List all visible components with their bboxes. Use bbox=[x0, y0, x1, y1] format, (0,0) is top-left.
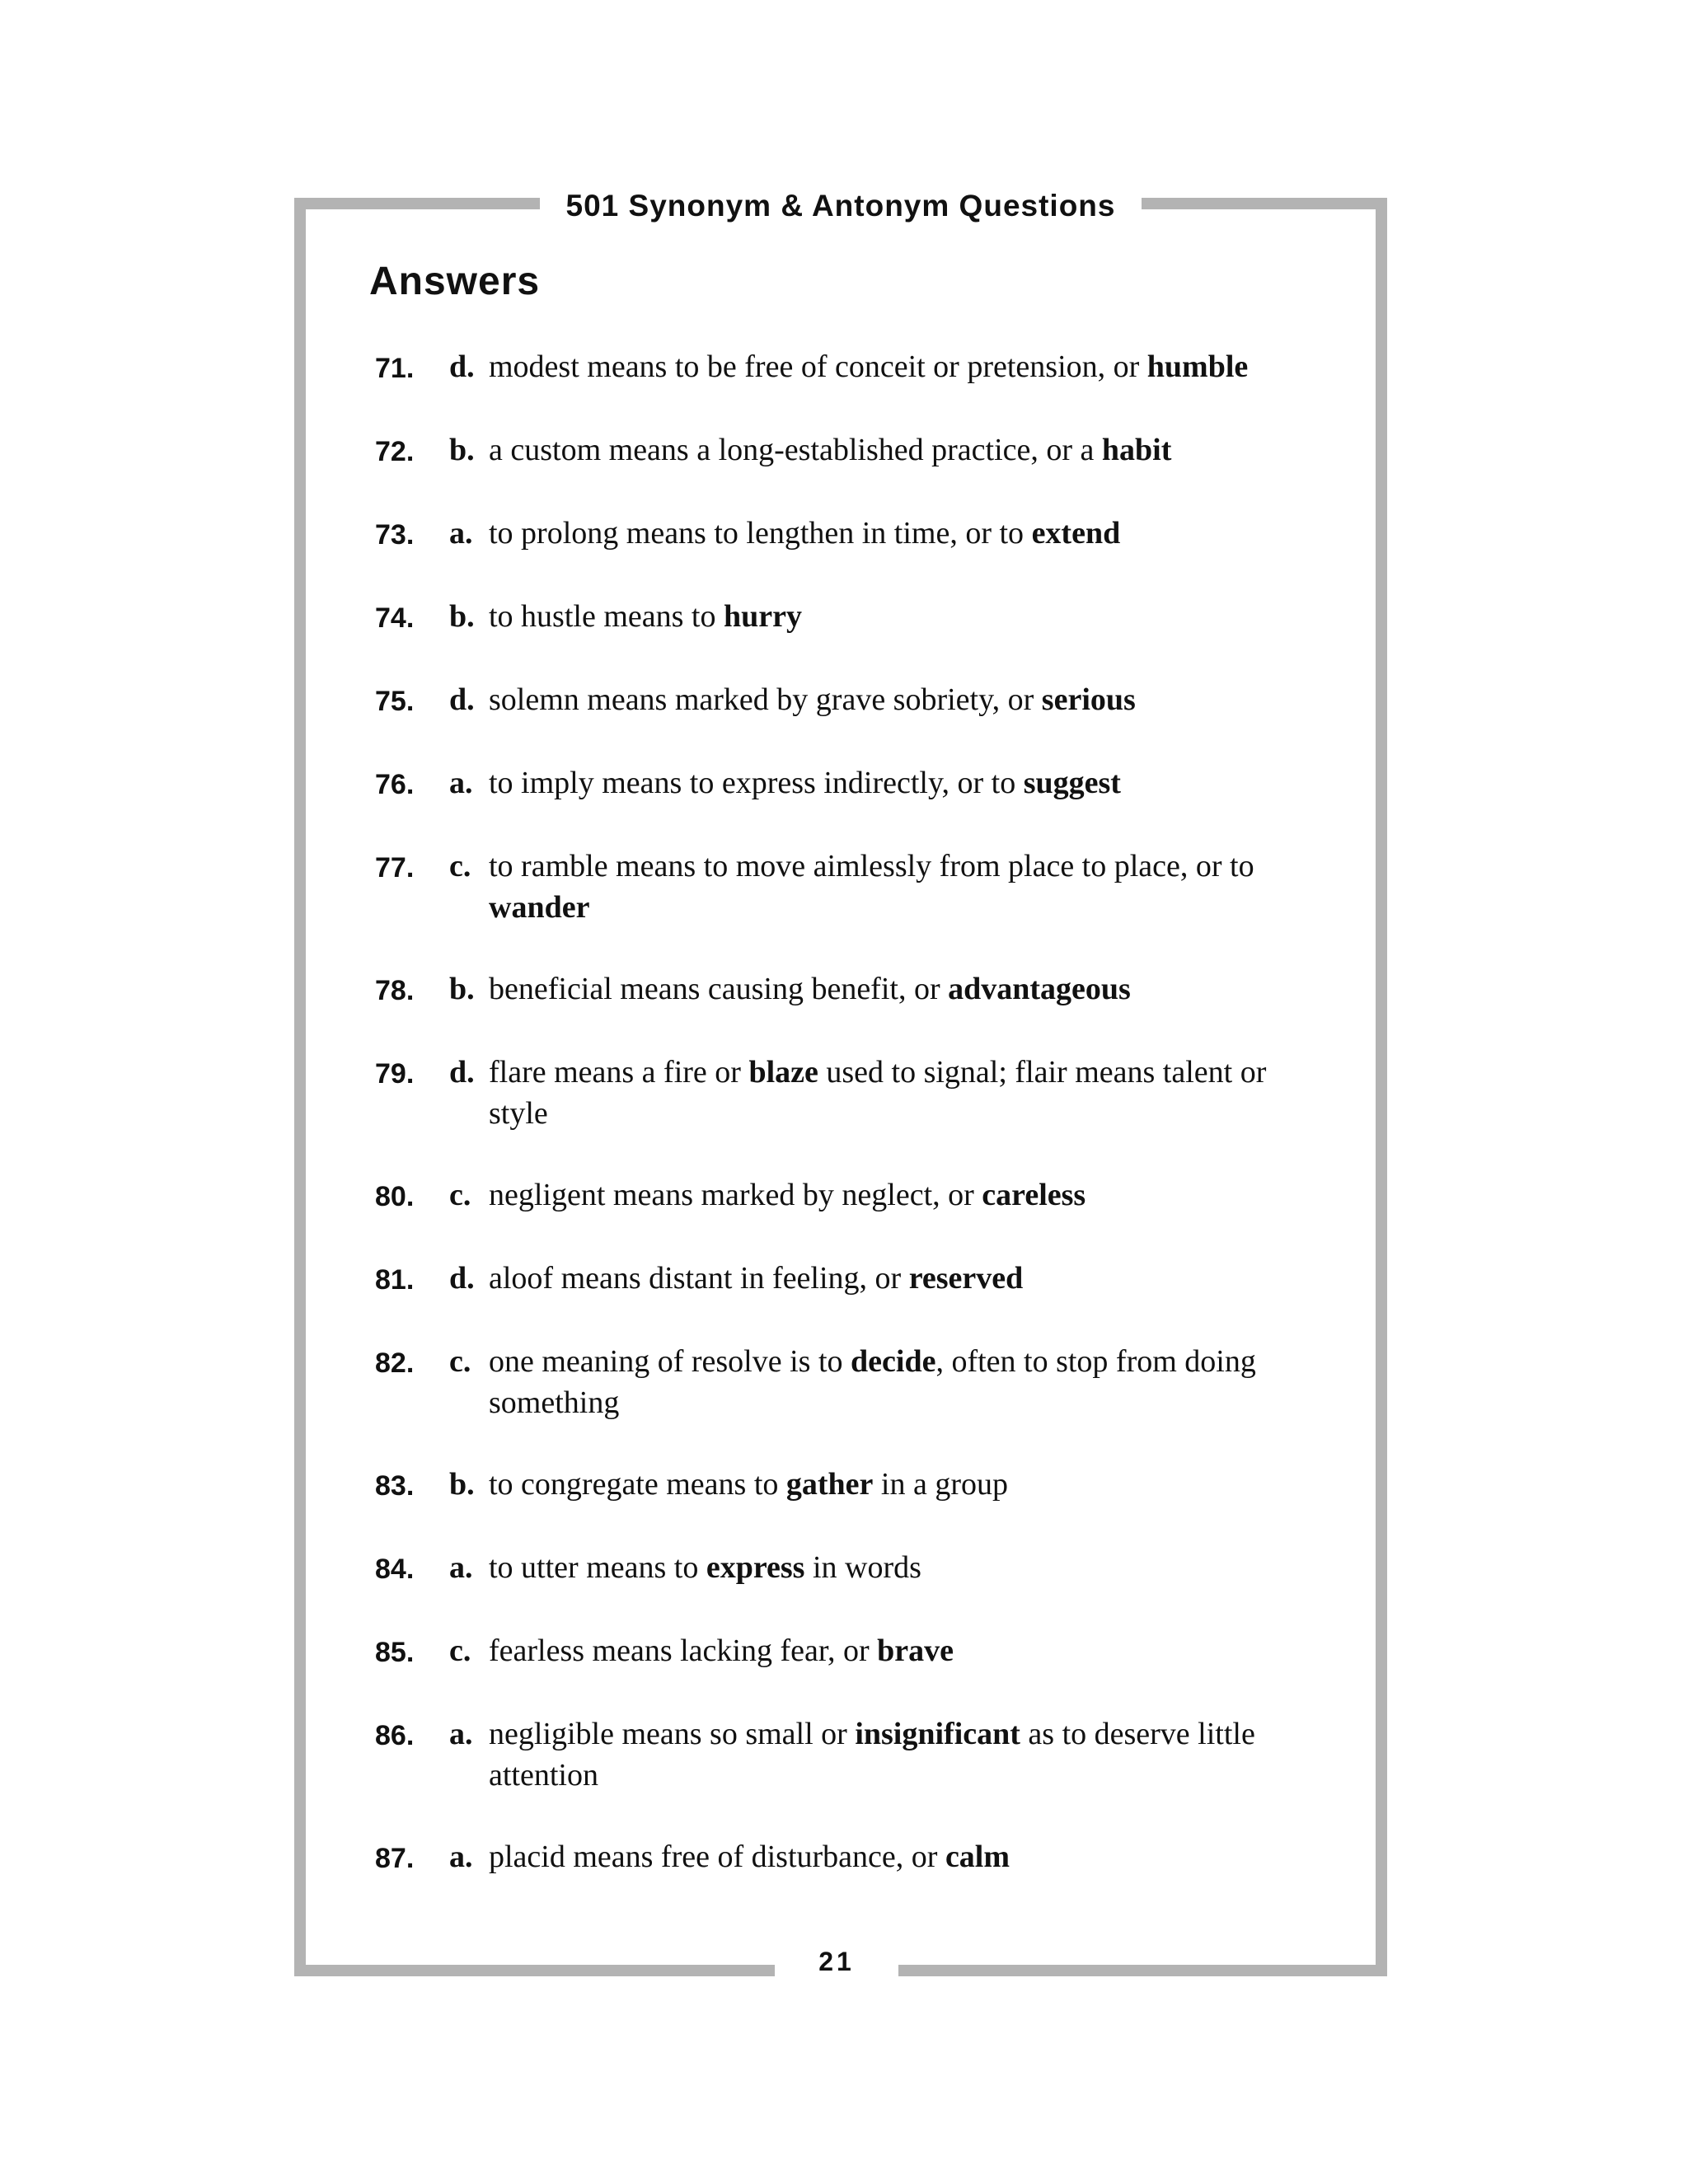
answer-keyword: blaze bbox=[748, 1055, 818, 1090]
answer-text: beneficial means causing benefit, or bbox=[489, 972, 949, 1006]
answer-item bbox=[375, 346, 1315, 389]
answer-number: 77. bbox=[375, 852, 415, 883]
answer-text: , often to stop from doing something bbox=[489, 1344, 1256, 1420]
answer-text: to ramble means to move aimlessly from place to place, or to bbox=[489, 849, 1254, 883]
answer-text: as to deserve little attention bbox=[489, 1717, 1255, 1793]
frame-top-left bbox=[294, 198, 540, 209]
answer-number: 87. bbox=[375, 1843, 415, 1874]
answer-item bbox=[375, 846, 1315, 928]
answer-item bbox=[375, 968, 1315, 1011]
answer-text: negligible means so small or bbox=[489, 1717, 856, 1751]
answer-text: to imply means to express indirectly, or to bbox=[489, 766, 1024, 800]
answer-explanation bbox=[489, 596, 1315, 637]
answer-text: a custom means a long-established practice, or a bbox=[489, 433, 1102, 467]
answer-text: solemn means marked by grave sobriety, or bbox=[489, 682, 1042, 717]
answer-item bbox=[375, 513, 1315, 555]
answer-item bbox=[375, 1341, 1315, 1423]
answer-item bbox=[375, 1174, 1315, 1217]
answer-text: used to signal; flair means talent or style bbox=[489, 1055, 1267, 1131]
answer-explanation bbox=[489, 1341, 1315, 1423]
answer-number: 80. bbox=[375, 1181, 415, 1212]
answer-number: 73. bbox=[375, 519, 415, 551]
answer-text: negligent means marked by neglect, or bbox=[489, 1178, 982, 1212]
answer-letter: a. bbox=[449, 1717, 473, 1751]
answer-letter: c. bbox=[449, 1344, 471, 1379]
answer-keyword: careless bbox=[982, 1178, 1086, 1212]
answer-explanation bbox=[489, 679, 1315, 720]
answer-letter: d. bbox=[449, 349, 475, 384]
answer-item bbox=[375, 596, 1315, 639]
answer-keyword: habit bbox=[1101, 433, 1172, 467]
answer-list bbox=[375, 346, 1315, 1919]
answer-text: fearless means lacking fear, or bbox=[489, 1633, 878, 1668]
answer-letter: d. bbox=[449, 1055, 475, 1090]
frame-top-right bbox=[1142, 198, 1387, 209]
answer-letter: c. bbox=[449, 1633, 471, 1668]
answer-number: 74. bbox=[375, 602, 415, 634]
answer-item bbox=[375, 1052, 1315, 1134]
answer-explanation bbox=[489, 762, 1315, 804]
answer-explanation bbox=[489, 1052, 1315, 1134]
answer-letter: d. bbox=[449, 682, 475, 717]
answer-item bbox=[375, 1464, 1315, 1507]
answer-number: 79. bbox=[375, 1058, 415, 1090]
answer-text: one meaning of resolve is to bbox=[489, 1344, 851, 1379]
answer-keyword: suggest bbox=[1023, 766, 1121, 800]
answer-item bbox=[375, 762, 1315, 805]
answer-number: 71. bbox=[375, 353, 415, 384]
answer-letter: d. bbox=[449, 1261, 475, 1296]
answer-letter: a. bbox=[449, 1840, 473, 1874]
answer-letter: a. bbox=[449, 766, 473, 800]
frame-right bbox=[1376, 198, 1387, 1976]
answer-number: 75. bbox=[375, 686, 415, 717]
answer-text: to prolong means to lengthen in time, or to bbox=[489, 516, 1032, 551]
answer-explanation bbox=[489, 846, 1315, 928]
answer-letter: b. bbox=[449, 1467, 475, 1502]
running-title: 501 Synonym & Antonym Questions bbox=[565, 189, 1116, 223]
answer-letter: c. bbox=[449, 1178, 471, 1212]
answer-keyword: serious bbox=[1041, 682, 1136, 717]
answer-text: aloof means distant in feeling, or bbox=[489, 1261, 909, 1296]
frame-bottom-right bbox=[898, 1965, 1387, 1976]
answer-keyword: calm bbox=[945, 1840, 1010, 1874]
answer-explanation bbox=[489, 513, 1315, 554]
answer-letter: b. bbox=[449, 433, 475, 467]
frame-left bbox=[294, 198, 306, 1976]
answer-explanation bbox=[489, 968, 1315, 1010]
answer-keyword: wander bbox=[489, 890, 590, 925]
answer-letter: a. bbox=[449, 516, 473, 551]
answer-number: 83. bbox=[375, 1470, 415, 1502]
answer-number: 76. bbox=[375, 769, 415, 800]
answer-explanation bbox=[489, 1630, 1315, 1671]
answer-item bbox=[375, 1713, 1315, 1796]
answer-letter: b. bbox=[449, 599, 475, 634]
answer-keyword: reserved bbox=[908, 1261, 1024, 1296]
answer-item bbox=[375, 429, 1315, 472]
answer-explanation bbox=[489, 1713, 1315, 1796]
answer-keyword: brave bbox=[877, 1633, 954, 1668]
answer-explanation bbox=[489, 1547, 1315, 1588]
frame-bottom-left bbox=[294, 1965, 775, 1976]
answer-keyword: decide bbox=[851, 1344, 936, 1379]
answer-explanation bbox=[489, 1464, 1315, 1505]
answer-number: 86. bbox=[375, 1720, 415, 1751]
answer-keyword: advantageous bbox=[948, 972, 1131, 1006]
answer-letter: a. bbox=[449, 1550, 473, 1585]
answer-number: 78. bbox=[375, 975, 415, 1006]
answer-letter: c. bbox=[449, 849, 471, 883]
answer-explanation bbox=[489, 1258, 1315, 1299]
answer-text: in words bbox=[804, 1550, 921, 1585]
answer-item bbox=[375, 1547, 1315, 1590]
answer-text: to utter means to bbox=[489, 1550, 706, 1585]
section-title: Answers bbox=[369, 260, 541, 303]
answer-keyword: insignificant bbox=[855, 1717, 1020, 1751]
answer-keyword: humble bbox=[1146, 349, 1249, 384]
answer-number: 81. bbox=[375, 1264, 415, 1296]
answer-text: placid means free of disturbance, or bbox=[489, 1840, 945, 1874]
answer-letter: b. bbox=[449, 972, 475, 1006]
answer-item bbox=[375, 1630, 1315, 1673]
answer-text: in a group bbox=[873, 1467, 1008, 1502]
answer-explanation bbox=[489, 1174, 1315, 1216]
answer-keyword: hurry bbox=[723, 599, 802, 634]
answer-number: 72. bbox=[375, 436, 415, 467]
answer-text: flare means a fire or bbox=[489, 1055, 749, 1090]
answer-explanation bbox=[489, 346, 1315, 387]
answer-explanation bbox=[489, 1836, 1315, 1877]
answer-number: 82. bbox=[375, 1347, 415, 1379]
answer-keyword: gather bbox=[785, 1467, 874, 1502]
answer-number: 85. bbox=[375, 1637, 415, 1668]
answer-text: to congregate means to bbox=[489, 1467, 786, 1502]
answer-explanation bbox=[489, 429, 1315, 471]
answer-keyword: express bbox=[706, 1550, 805, 1585]
answer-number: 84. bbox=[375, 1554, 415, 1585]
answer-item bbox=[375, 1836, 1315, 1879]
answer-item bbox=[375, 1258, 1315, 1301]
answer-keyword: extend bbox=[1031, 516, 1121, 551]
answer-text: modest means to be free of conceit or pretension, or bbox=[489, 349, 1147, 384]
answer-item bbox=[375, 679, 1315, 722]
page-number: 21 bbox=[818, 1947, 855, 1976]
answer-text: to hustle means to bbox=[489, 599, 724, 634]
